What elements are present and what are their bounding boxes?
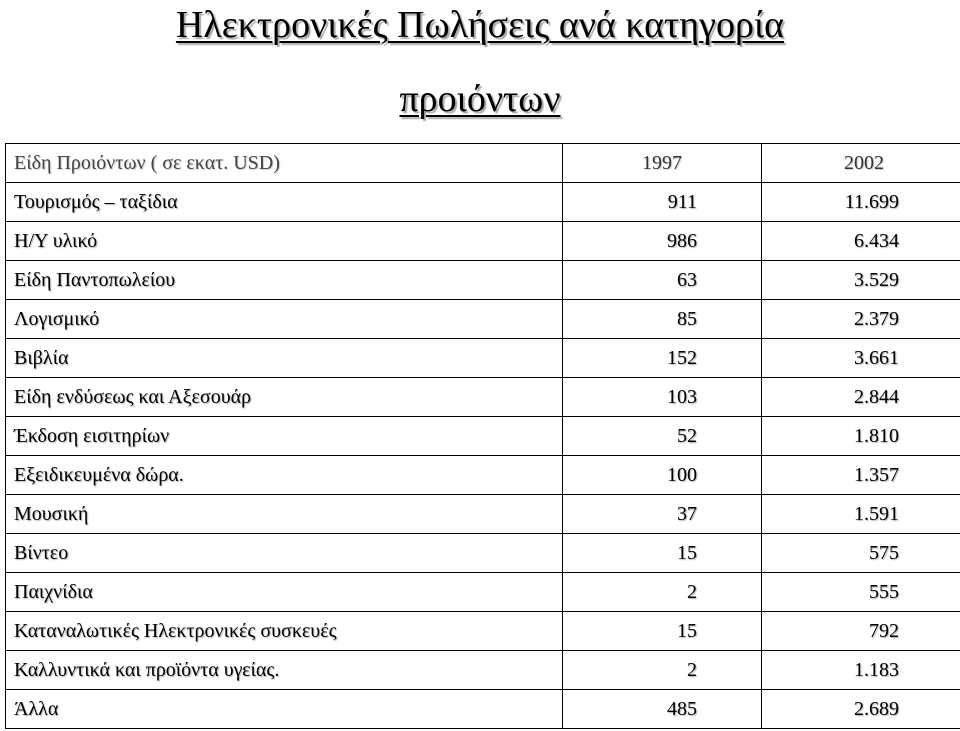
row-value-1997: 100 <box>667 463 697 486</box>
row-category: Λογισμικό <box>6 300 563 339</box>
row-value-1997: 2 <box>687 658 697 681</box>
row-value-2002: 1.591 <box>854 502 899 525</box>
row-value-1997: 485 <box>667 697 697 720</box>
row-value-2002: 1.357 <box>854 463 899 486</box>
row-value-1997-cell <box>563 456 762 495</box>
row-value-1997-cell <box>563 651 762 690</box>
row-value-1997-cell <box>563 534 762 573</box>
row-value-1997-cell <box>563 378 762 417</box>
row-value-2002: 6.434 <box>854 229 899 252</box>
page-title <box>0 2 960 48</box>
row-value-2002: 2.844 <box>854 385 899 408</box>
row-value-1997: 152 <box>667 346 697 369</box>
row-value-1997: 103 <box>667 385 697 408</box>
row-value-2002-cell <box>762 534 960 573</box>
row-value-2002-cell <box>762 495 960 534</box>
row-value-1997: 2 <box>687 580 697 603</box>
row-value-1997: 15 <box>677 541 697 564</box>
row-value-2002-cell <box>762 612 960 651</box>
row-value-1997: 986 <box>667 229 697 252</box>
row-category: Είδη ενδύσεως και Αξεσουάρ <box>6 378 563 417</box>
row-value-2002-cell <box>762 378 960 417</box>
table-row <box>6 339 960 378</box>
row-category: Είδη Παντοπωλείου <box>6 261 563 300</box>
row-category: Τουρισμός – ταξίδια <box>6 183 563 222</box>
row-category: Καλλυντικά και προϊόντα υγείας. <box>6 651 563 690</box>
row-value-2002-cell <box>762 417 960 456</box>
table-row <box>6 612 960 651</box>
table-row <box>6 261 960 300</box>
row-value-2002: 1.183 <box>854 658 899 681</box>
row-value-1997-cell <box>563 222 762 261</box>
row-value-2002: 2.689 <box>854 697 899 720</box>
row-value-2002-cell <box>762 183 960 222</box>
page-title-line-1: Ηλεκτρονικές Πωλήσεις ανά κατηγορία <box>175 4 785 46</box>
row-value-2002: 1.810 <box>854 424 899 447</box>
row-category: Η/Υ υλικό <box>6 222 563 261</box>
row-category: Παιχνίδια <box>6 573 563 612</box>
row-value-1997: 37 <box>677 502 697 525</box>
row-value-2002-cell <box>762 339 960 378</box>
row-value-1997: 52 <box>677 424 697 447</box>
table-row <box>6 222 960 261</box>
table-row <box>6 417 960 456</box>
row-category: Άλλα <box>6 690 563 729</box>
table-row <box>6 690 960 729</box>
row-value-2002: 555 <box>869 580 899 603</box>
row-category: Μουσική <box>6 495 563 534</box>
table-row <box>6 573 960 612</box>
row-value-1997-cell <box>563 300 762 339</box>
row-value-1997-cell <box>563 261 762 300</box>
header-year-1997: 1997 <box>563 144 762 183</box>
table-row <box>6 183 960 222</box>
row-value-1997: 15 <box>677 619 697 642</box>
row-value-2002-cell <box>762 261 960 300</box>
row-value-2002: 2.379 <box>854 307 899 330</box>
row-value-2002: 11.699 <box>844 190 899 213</box>
row-value-1997-cell <box>563 183 762 222</box>
table-row <box>6 456 960 495</box>
row-category: Βιβλία <box>6 339 563 378</box>
row-value-1997-cell <box>563 612 762 651</box>
header-year-2002: 2002 <box>762 144 960 183</box>
row-value-1997-cell <box>563 495 762 534</box>
row-value-2002-cell <box>762 573 960 612</box>
table-row <box>6 651 960 690</box>
row-category: Έκδοση εισιτηρίων <box>6 417 563 456</box>
row-category: Βίντεο <box>6 534 563 573</box>
row-value-1997: 85 <box>677 307 697 330</box>
row-value-1997: 63 <box>677 268 697 291</box>
row-category: Καταναλωτικές Ηλεκτρονικές συσκευές <box>6 612 563 651</box>
table-row <box>6 300 960 339</box>
row-value-2002: 575 <box>869 541 899 564</box>
row-value-2002-cell <box>762 456 960 495</box>
row-value-1997-cell <box>563 573 762 612</box>
table-row <box>6 495 960 534</box>
sales-table <box>5 143 960 729</box>
row-value-1997-cell <box>563 417 762 456</box>
table-header-row <box>6 144 960 183</box>
header-category: Είδη Προιόντων ( σε εκατ. USD) <box>6 144 563 183</box>
row-value-2002-cell <box>762 651 960 690</box>
table-row <box>6 534 960 573</box>
row-value-2002: 3.529 <box>854 268 899 291</box>
row-value-1997-cell <box>563 339 762 378</box>
row-value-1997-cell <box>563 690 762 729</box>
row-value-2002-cell <box>762 222 960 261</box>
row-value-2002: 792 <box>869 619 899 642</box>
table-row <box>6 378 960 417</box>
row-value-2002-cell <box>762 690 960 729</box>
row-category: Εξειδικευμένα δώρα. <box>6 456 563 495</box>
page-title-continued <box>0 76 960 122</box>
page-title-line-2: προιόντων <box>399 78 561 120</box>
row-value-2002-cell <box>762 300 960 339</box>
row-value-1997: 911 <box>667 190 697 213</box>
row-value-2002: 3.661 <box>854 346 899 369</box>
